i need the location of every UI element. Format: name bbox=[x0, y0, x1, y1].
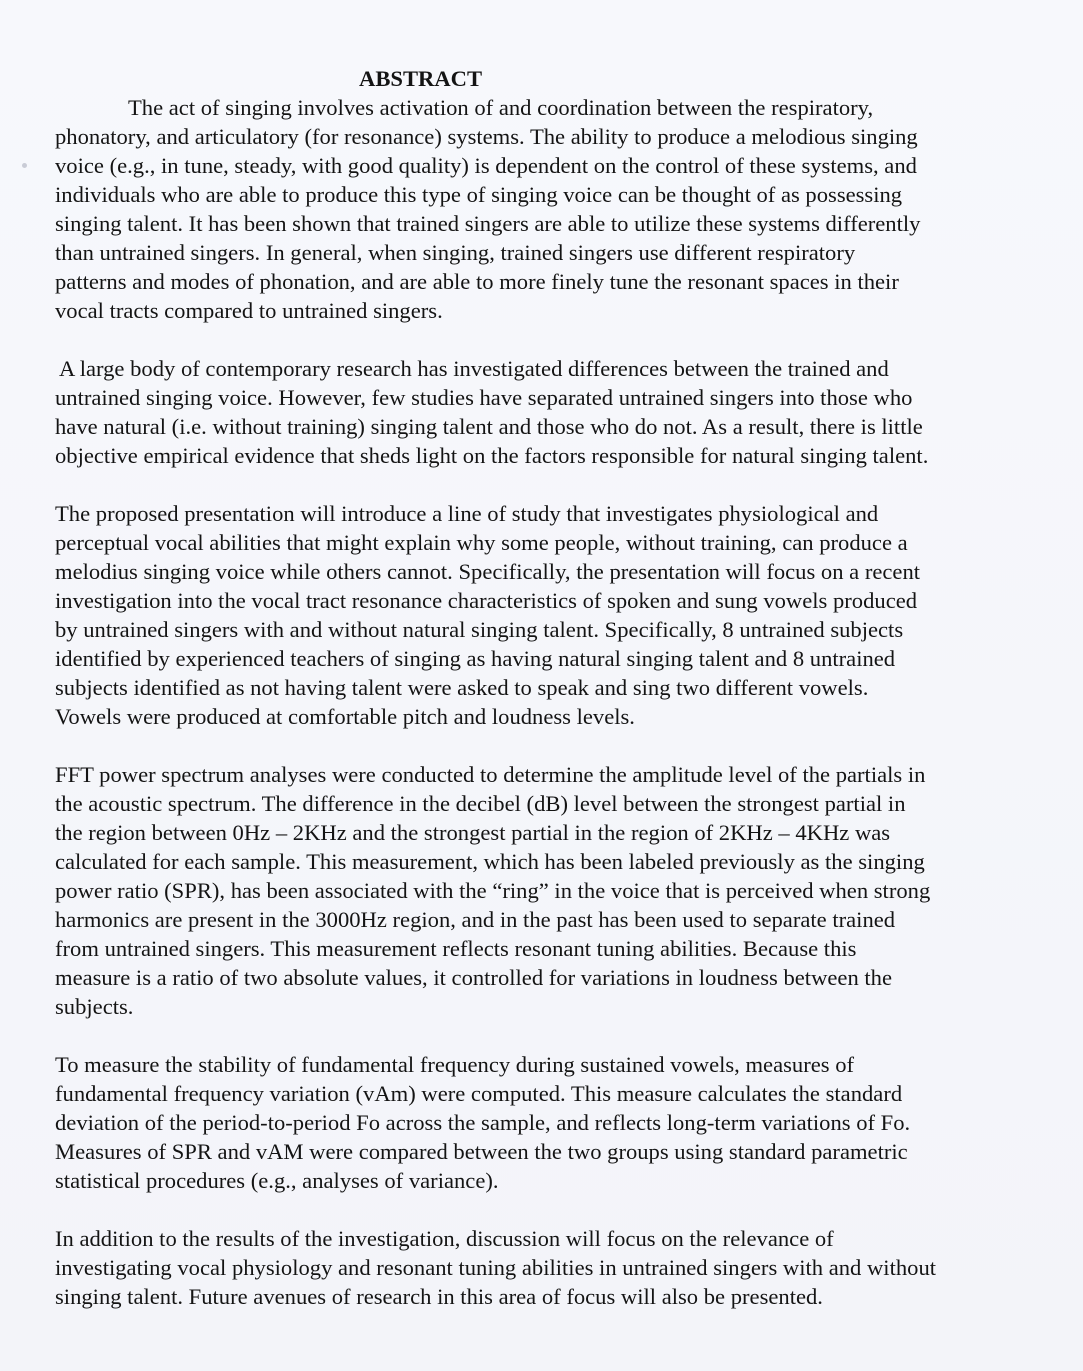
text-line: subjects. bbox=[55, 994, 134, 1019]
text-line: than untrained singers. In general, when singing, trained singers use different respiratory bbox=[55, 240, 856, 265]
text-line: vocal tracts compared to untrained singers. bbox=[55, 298, 443, 323]
text-line: objective empirical evidence that sheds light on the factors responsible for natural singing talent. bbox=[55, 443, 929, 468]
text-line: the acoustic spectrum. The difference in the decibel (dB) level between the strongest partial in bbox=[55, 791, 906, 816]
text-line: from untrained singers. This measurement reflects resonant tuning abilities. Because this bbox=[55, 936, 857, 961]
text-line: measure is a ratio of two absolute values, it controlled for variations in loudness between the bbox=[55, 965, 892, 990]
text-line: singing talent. It has been shown that trained singers are able to utilize these systems differently bbox=[55, 211, 921, 236]
paragraph-4 bbox=[55, 760, 1040, 1021]
text-line: the region between 0Hz – 2KHz and the strongest partial in the region of 2KHz – 4KHz was bbox=[55, 820, 891, 845]
text-line: power ratio (SPR), has been associated with the “ring” in the voice that is perceived when strong bbox=[55, 878, 931, 903]
text-line: perceptual vocal abilities that might explain why some people, without training, can produce a bbox=[55, 530, 908, 555]
paragraph-6 bbox=[55, 1224, 1040, 1311]
text-line: statistical procedures (e.g., analyses of variance). bbox=[55, 1168, 499, 1193]
paragraph-5 bbox=[55, 1050, 1040, 1195]
text-line: harmonics are present in the 3000Hz region, and in the past has been used to separate trained bbox=[55, 907, 896, 932]
text-line: untrained singing voice. However, few studies have separated untrained singers into those who bbox=[55, 385, 913, 410]
text-line: In addition to the results of the investigation, discussion will focus on the relevance of bbox=[55, 1226, 834, 1251]
text-line: have natural (i.e. without training) singing talent and those who do not. As a result, there is little bbox=[55, 414, 923, 439]
text-line: subjects identified as not having talent were asked to speak and sing two different vowels. bbox=[55, 675, 869, 700]
text-line: voice (e.g., in tune, steady, with good quality) is dependent on the control of these systems, and bbox=[55, 153, 917, 178]
text-line: singing talent. Future avenues of research in this area of focus will also be presented. bbox=[55, 1284, 823, 1309]
text-line: melodius singing voice while others cannot. Specifically, the presentation will focus on a recent bbox=[55, 559, 921, 584]
text-line: patterns and modes of phonation, and are able to more finely tune the resonant spaces in their bbox=[55, 269, 899, 294]
text-line: by untrained singers with and without natural singing talent. Specifically, 8 untrained subjects bbox=[55, 617, 904, 642]
text-line: To measure the stability of fundamental frequency during sustained vowels, measures of bbox=[55, 1052, 855, 1077]
text-line: The proposed presentation will introduce a line of study that investigates physiological and bbox=[55, 501, 879, 526]
paragraph-2 bbox=[55, 354, 1040, 470]
text-line: investigation into the vocal tract resonance characteristics of spoken and sung vowels produced bbox=[55, 588, 918, 613]
text-line: fundamental frequency variation (vAm) were computed. This measure calculates the standard bbox=[55, 1081, 903, 1106]
text-line: FFT power spectrum analyses were conducted to determine the amplitude level of the partials in bbox=[55, 762, 926, 787]
text-line: The act of singing involves activation of and coordination between the respiratory, bbox=[128, 95, 874, 120]
text-line: deviation of the period-to-period Fo across the sample, and reflects long-term variations of Fo. bbox=[55, 1110, 911, 1135]
text-line: Measures of SPR and vAM were compared between the two groups using standard parametric bbox=[55, 1139, 908, 1164]
text-line: calculated for each sample. This measurement, which has been labeled previously as the singing bbox=[55, 849, 925, 874]
abstract-title: ABSTRACT bbox=[359, 66, 483, 91]
paragraph-3 bbox=[55, 499, 1040, 731]
scan-speck bbox=[22, 163, 27, 168]
text-line: individuals who are able to produce this type of singing voice can be thought of as possessing bbox=[55, 182, 903, 207]
text-line: A large body of contemporary research has investigated differences between the trained and bbox=[59, 356, 889, 381]
text-line: phonatory, and articulatory (for resonance) systems. The ability to produce a melodious singing bbox=[55, 124, 918, 149]
paragraph-1 bbox=[55, 93, 1040, 325]
text-line: Vowels were produced at comfortable pitch and loudness levels. bbox=[55, 704, 635, 729]
abstract-body bbox=[55, 64, 1040, 1311]
text-line: investigating vocal physiology and resonant tuning abilities in untrained singers with and without bbox=[55, 1255, 937, 1280]
text-line: identified by experienced teachers of singing as having natural singing talent and 8 untrained bbox=[55, 646, 896, 671]
